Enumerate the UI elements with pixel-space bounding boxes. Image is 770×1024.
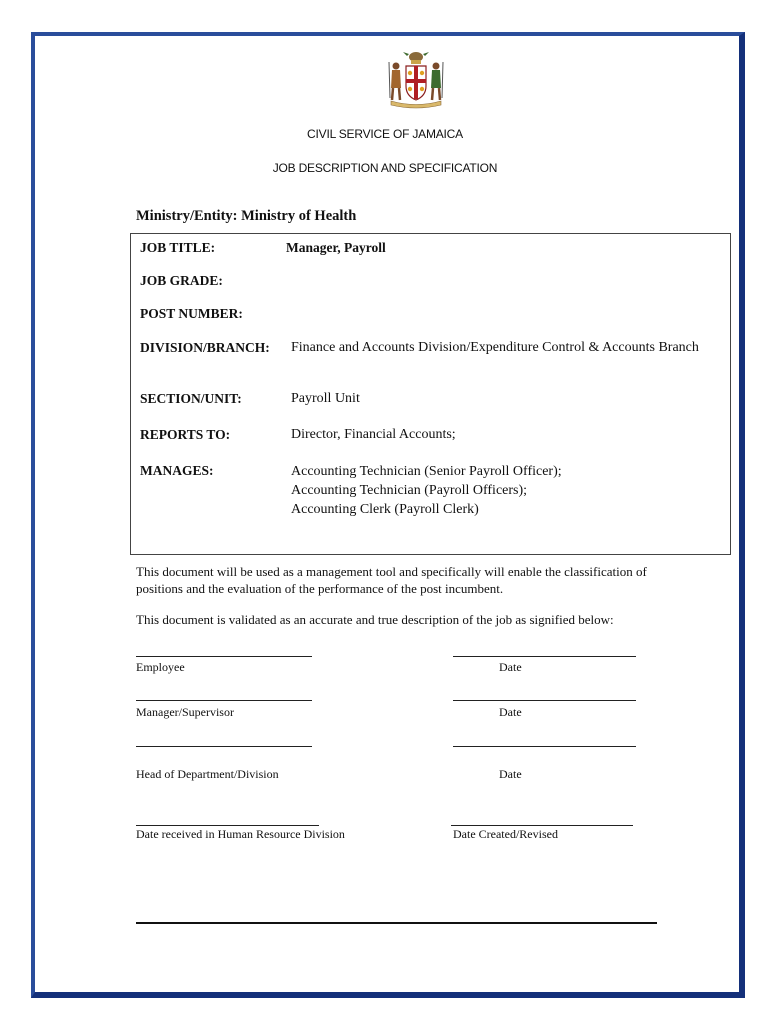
hr-received-label: Date received in Human Resource Division [136, 827, 345, 841]
manager-date-label: Date [499, 705, 522, 719]
division-label: DIVISION/BRANCH: [140, 340, 270, 355]
post-number-label: POST NUMBER: [140, 306, 243, 321]
purpose-paragraph: This document will be used as a management tool and specifically will enable the classification of positions and the evaluation of the performance of the post incumbent. [136, 564, 647, 596]
bottom-rule [136, 922, 657, 924]
job-title-label: JOB TITLE: [140, 240, 216, 255]
manager-signature-line [136, 700, 312, 701]
hr-received-line [136, 825, 319, 826]
head-date-line [453, 746, 636, 747]
coat-of-arms-icon [385, 48, 447, 110]
job-title-value: Manager, Payroll [286, 240, 386, 255]
manages-item: Accounting Clerk (Payroll Clerk) [291, 502, 479, 517]
manager-label: Manager/Supervisor [136, 705, 234, 719]
section-label: SECTION/UNIT: [140, 391, 242, 406]
doc-title: JOB DESCRIPTION AND SPECIFICATION [272, 161, 498, 175]
job-grade-label: JOB GRADE: [140, 273, 223, 288]
created-revised-label: Date Created/Revised [453, 827, 558, 841]
head-signature-line [136, 746, 312, 747]
ministry-heading: Ministry/Entity: Ministry of Health [136, 208, 357, 224]
head-date-label: Date [499, 767, 522, 781]
validation-paragraph: This document is validated as an accurate and true description of the job as signified below: [136, 612, 614, 627]
manages-label: MANAGES: [140, 463, 214, 478]
org-heading: CIVIL SERVICE OF JAMAICA [307, 127, 463, 141]
reports-to-label: REPORTS TO: [140, 427, 231, 442]
employee-label: Employee [136, 660, 185, 674]
section-value: Payroll Unit [291, 391, 360, 406]
employee-date-line [453, 656, 636, 657]
manages-item: Accounting Technician (Senior Payroll Officer); [291, 464, 562, 479]
head-label: Head of Department/Division [136, 767, 279, 781]
employee-signature-line [136, 656, 312, 657]
manages-list [291, 462, 711, 519]
employee-date-label: Date [499, 660, 522, 674]
created-revised-line [451, 825, 633, 826]
manages-item: Accounting Technician (Payroll Officers); [291, 483, 528, 498]
reports-to-value: Director, Financial Accounts; [291, 427, 456, 442]
manager-date-line [453, 700, 636, 701]
division-value: Finance and Accounts Division/Expenditure Control & Accounts Branch [291, 340, 699, 355]
